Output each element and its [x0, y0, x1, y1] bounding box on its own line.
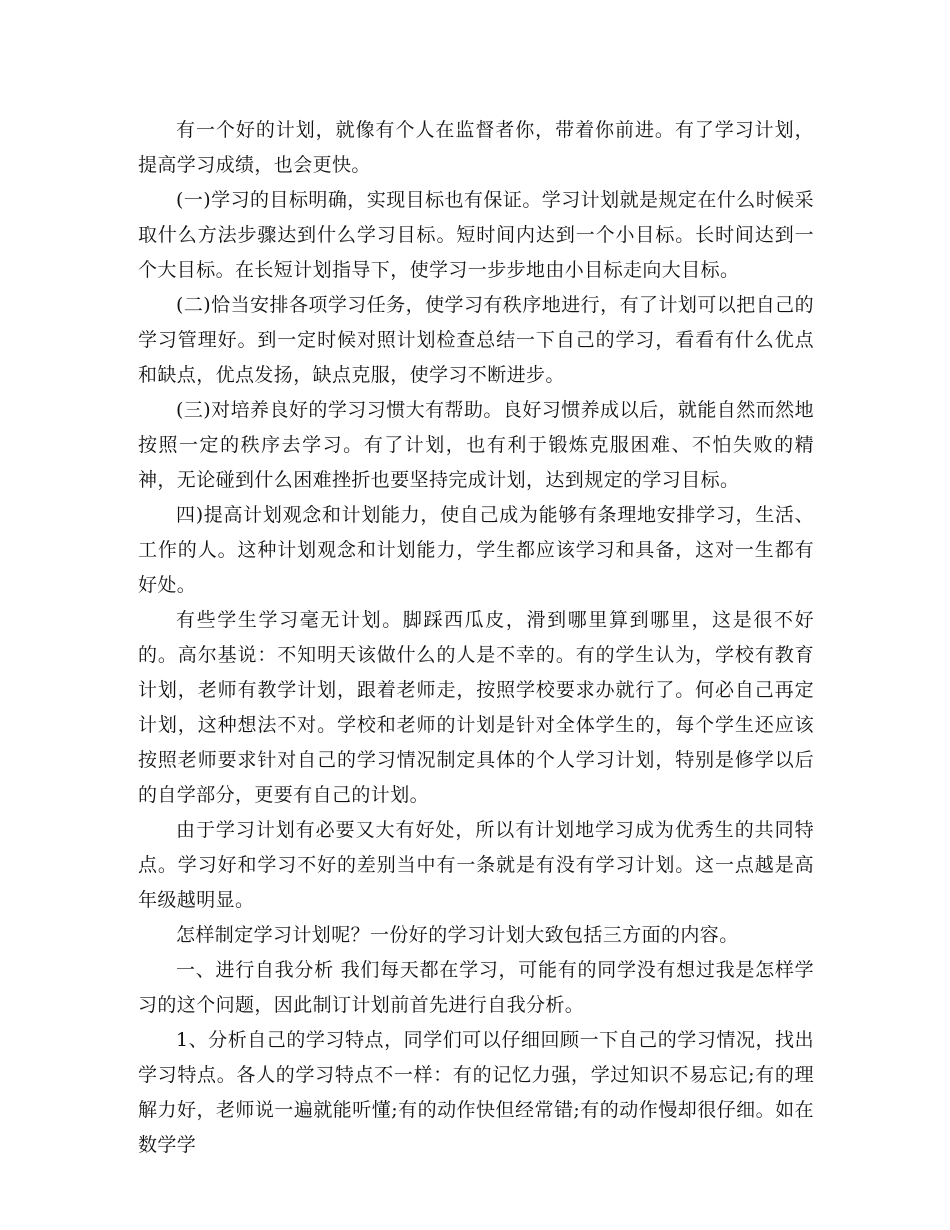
paragraph-point-1: (一)学习的目标明确，实现目标也有保证。学习计划就是规定在什么时候采取什么方法步骤达到什么学习目标。短时间内达到一个小目标。长时间达到一个大目标。在长短计划指导下，使学习一步步地由小目标走向大目标。	[138, 189, 814, 281]
paragraph-no-plan: 有些学生学习毫无计划。脚踩西瓜皮，滑到哪里算到哪里，这是很不好的。高尔基说：不知明天该做什么的人是不幸的。有的学生认为，学校有教育计划，老师有教学计划，跟着老师走，按照学校要求办就行了。何必自己再定计划，这种想法不对。学校和老师的计划是针对全体学生的，每个学生还应该按照老师要求针对自己的学习情况制定具体的个人学习计划，特别是修学以后的自学部分，更要有自己的计划。	[138, 609, 814, 806]
document-body	[138, 113, 814, 1163]
paragraph-point-4: 四)提高计划观念和计划能力，使自己成为能够有条理地安排学习，生活、工作的人。这种计划观念和计划能力，学生都应该学习和具备，这对一生都有好处。	[138, 504, 814, 596]
paragraph-point-2: (二)恰当安排各项学习任务，使学习有秩序地进行，有了计划可以把自己的学习管理好。到一定时候对照计划检查总结一下自己的学习，看看有什么优点和缺点，优点发扬，缺点克服，使学习不断进步。	[138, 294, 814, 386]
paragraph-benefits: 由于学习计划有必要又大有好处，所以有计划地学习成为优秀生的共同特点。学习好和学习不好的差别当中有一条就是有没有学习计划。这一点越是高年级越明显。	[138, 819, 814, 911]
paragraph-intro: 有一个好的计划，就像有个人在监督者你，带着你前进。有了学习计划，提高学习成绩，也会更快。	[138, 119, 814, 176]
paragraph-point-3: (三)对培养良好的学习习惯大有帮助。良好习惯养成以后，就能自然而然地按照一定的秩序去学习。有了计划，也有利于锻炼克服困难、不怕失败的精神，无论碰到什么困难挫折也要坚持完成计划，达到规定的学习目标。	[138, 399, 814, 491]
paragraph-self-analysis: 一、进行自我分析 我们每天都在学习，可能有的同学没有想过我是怎样学习的这个问题，因此制订计划前首先进行自我分析。	[138, 959, 814, 1016]
paragraph-learning-traits: 1、分析自己的学习特点，同学们可以仔细回顾一下自己的学习情况，找出学习特点。各人的学习特点不一样：有的记忆力强，学过知识不易忘记;有的理解力好，老师说一遍就能听懂;有的动作快但经常错;有的动作慢却很仔细。如在数学学	[138, 1029, 814, 1156]
paragraph-how-to: 怎样制定学习计划呢？一份好的学习计划大致包括三方面的内容。	[176, 924, 739, 946]
